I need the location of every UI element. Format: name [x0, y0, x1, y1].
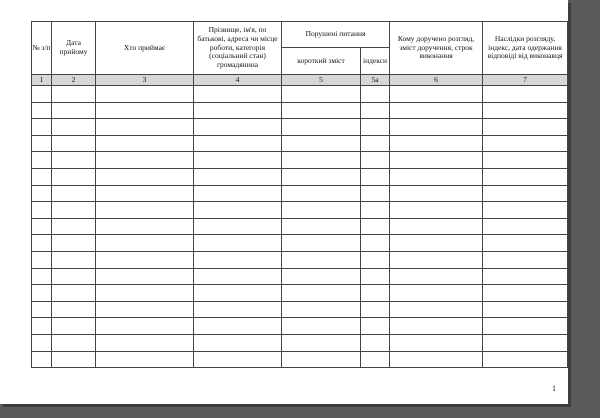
table-cell: [361, 102, 390, 119]
table-cell: [194, 202, 282, 219]
table-cell: [483, 202, 568, 219]
table-cell: [96, 119, 194, 136]
header-result: Наслідки розгляду, індекс, дата одержання відповіді від виконавця: [483, 22, 568, 75]
header-date: Дата прийому: [52, 22, 96, 75]
table-cell: [390, 334, 483, 351]
table-cell: [282, 152, 361, 169]
table-row: [32, 251, 568, 268]
table-cell: [194, 268, 282, 285]
table-cell: [52, 218, 96, 235]
table-cell: [52, 102, 96, 119]
table-cell: [194, 102, 282, 119]
table-cell: [52, 251, 96, 268]
table-cell: [96, 86, 194, 103]
column-number: 5: [282, 75, 361, 86]
table-cell: [32, 86, 52, 103]
table-row: [32, 218, 568, 235]
table-cell: [483, 318, 568, 335]
table-cell: [52, 351, 96, 368]
table-cell: [96, 152, 194, 169]
table-cell: [32, 251, 52, 268]
table-cell: [390, 218, 483, 235]
table-cell: [96, 251, 194, 268]
table-cell: [483, 135, 568, 152]
table-cell: [282, 102, 361, 119]
table-cell: [32, 235, 52, 252]
table-cell: [96, 334, 194, 351]
table-row: [32, 152, 568, 169]
table-row: [32, 119, 568, 136]
table-cell: [96, 218, 194, 235]
table-cell: [96, 235, 194, 252]
table-cell: [194, 251, 282, 268]
table-cell: [361, 218, 390, 235]
table-cell: [52, 268, 96, 285]
header-summary: короткий зміст: [282, 48, 361, 75]
table-cell: [390, 119, 483, 136]
table-row: [32, 301, 568, 318]
table-cell: [96, 202, 194, 219]
table-cell: [52, 135, 96, 152]
table-cell: [390, 152, 483, 169]
table-cell: [361, 235, 390, 252]
table-cell: [282, 119, 361, 136]
table-cell: [96, 285, 194, 302]
table-cell: [96, 168, 194, 185]
table-cell: [52, 235, 96, 252]
table-cell: [194, 152, 282, 169]
table-cell: [96, 351, 194, 368]
header-receiver: Хто приймає: [96, 22, 194, 75]
table-cell: [194, 86, 282, 103]
table-row: [32, 86, 568, 103]
table-cell: [194, 351, 282, 368]
table-cell: [194, 235, 282, 252]
reception-register-table: [31, 21, 568, 368]
table-cell: [32, 152, 52, 169]
table-cell: [32, 334, 52, 351]
table-cell: [390, 268, 483, 285]
table-cell: [52, 86, 96, 103]
header-citizen: Прізвище, ім'я, по батькові, адреса чи місце роботи, категорія (соціальний стан) громадянина: [194, 22, 282, 75]
table-cell: [361, 351, 390, 368]
table-cell: [32, 285, 52, 302]
table-cell: [361, 185, 390, 202]
table-cell: [390, 251, 483, 268]
table-cell: [96, 185, 194, 202]
table-cell: [390, 185, 483, 202]
table-cell: [390, 301, 483, 318]
table-row: [32, 334, 568, 351]
table-row: [32, 168, 568, 185]
table-cell: [282, 86, 361, 103]
table-cell: [390, 202, 483, 219]
table-cell: [32, 119, 52, 136]
table-row: [32, 268, 568, 285]
table-cell: [194, 318, 282, 335]
table-cell: [483, 152, 568, 169]
table-cell: [194, 185, 282, 202]
table-cell: [483, 285, 568, 302]
table-cell: [390, 135, 483, 152]
table-cell: [282, 301, 361, 318]
table-cell: [282, 334, 361, 351]
table-cell: [52, 168, 96, 185]
table-cell: [282, 168, 361, 185]
table-cell: [361, 318, 390, 335]
table-cell: [282, 135, 361, 152]
table-cell: [361, 202, 390, 219]
table-row: [32, 185, 568, 202]
table-cell: [483, 185, 568, 202]
column-number: 2: [52, 75, 96, 86]
table-cell: [483, 235, 568, 252]
table-cell: [32, 168, 52, 185]
table-cell: [32, 301, 52, 318]
table-cell: [282, 351, 361, 368]
column-number: 4: [194, 75, 282, 86]
table-cell: [483, 218, 568, 235]
table-cell: [194, 301, 282, 318]
table-cell: [390, 168, 483, 185]
table-cell: [361, 268, 390, 285]
header-number: № з/п: [32, 22, 52, 75]
table-cell: [52, 152, 96, 169]
table-cell: [390, 102, 483, 119]
table-cell: [361, 285, 390, 302]
column-number: 7: [483, 75, 568, 86]
table-cell: [483, 86, 568, 103]
table-cell: [194, 218, 282, 235]
table-cell: [52, 334, 96, 351]
table-cell: [194, 285, 282, 302]
table-cell: [194, 168, 282, 185]
table-cell: [32, 268, 52, 285]
table-cell: [282, 318, 361, 335]
table-row: [32, 285, 568, 302]
column-number: 1: [32, 75, 52, 86]
table-cell: [483, 351, 568, 368]
table-cell: [390, 285, 483, 302]
table-cell: [361, 152, 390, 169]
table-cell: [282, 235, 361, 252]
table-cell: [194, 334, 282, 351]
table-cell: [361, 251, 390, 268]
table-cell: [483, 268, 568, 285]
table-cell: [282, 268, 361, 285]
page-number: 1: [552, 384, 556, 393]
column-number: 6: [390, 75, 483, 86]
table-cell: [96, 301, 194, 318]
header-assignment: Кому доручено розгляд, зміст доручення, строк виконання: [390, 22, 483, 75]
table-cell: [282, 285, 361, 302]
table-cell: [52, 202, 96, 219]
table-cell: [282, 251, 361, 268]
table-cell: [390, 235, 483, 252]
table-cell: [52, 285, 96, 302]
table-cell: [52, 119, 96, 136]
header-issues-group: Порушені питання: [282, 22, 390, 48]
table-cell: [32, 102, 52, 119]
table-row: [32, 202, 568, 219]
table-cell: [32, 351, 52, 368]
table-cell: [282, 202, 361, 219]
table-cell: [361, 86, 390, 103]
header-indexes: індекси: [361, 48, 390, 75]
table-cell: [483, 119, 568, 136]
table-cell: [194, 119, 282, 136]
table-cell: [32, 185, 52, 202]
table-cell: [483, 102, 568, 119]
table-cell: [32, 135, 52, 152]
table-cell: [483, 251, 568, 268]
table-cell: [52, 301, 96, 318]
table-cell: [390, 351, 483, 368]
table-cell: [96, 318, 194, 335]
table-cell: [483, 168, 568, 185]
table-cell: [390, 86, 483, 103]
table-body: [32, 86, 568, 368]
table-cell: [282, 218, 361, 235]
table-row: [32, 102, 568, 119]
table-cell: [96, 268, 194, 285]
table-row: [32, 318, 568, 335]
table-row: [32, 235, 568, 252]
column-number-row: [32, 75, 568, 86]
table-cell: [361, 301, 390, 318]
table-cell: [361, 334, 390, 351]
table-cell: [32, 318, 52, 335]
column-number: 3: [96, 75, 194, 86]
table-cell: [361, 119, 390, 136]
column-number: 5а: [361, 75, 390, 86]
table-cell: [96, 135, 194, 152]
table-cell: [361, 135, 390, 152]
table-cell: [194, 135, 282, 152]
table-row: [32, 351, 568, 368]
table-cell: [282, 185, 361, 202]
table-cell: [96, 102, 194, 119]
table-cell: [390, 318, 483, 335]
table-cell: [52, 318, 96, 335]
table-cell: [483, 334, 568, 351]
table-cell: [52, 185, 96, 202]
table-cell: [361, 168, 390, 185]
table-row: [32, 135, 568, 152]
table-cell: [483, 301, 568, 318]
table-cell: [32, 218, 52, 235]
table-cell: [32, 202, 52, 219]
